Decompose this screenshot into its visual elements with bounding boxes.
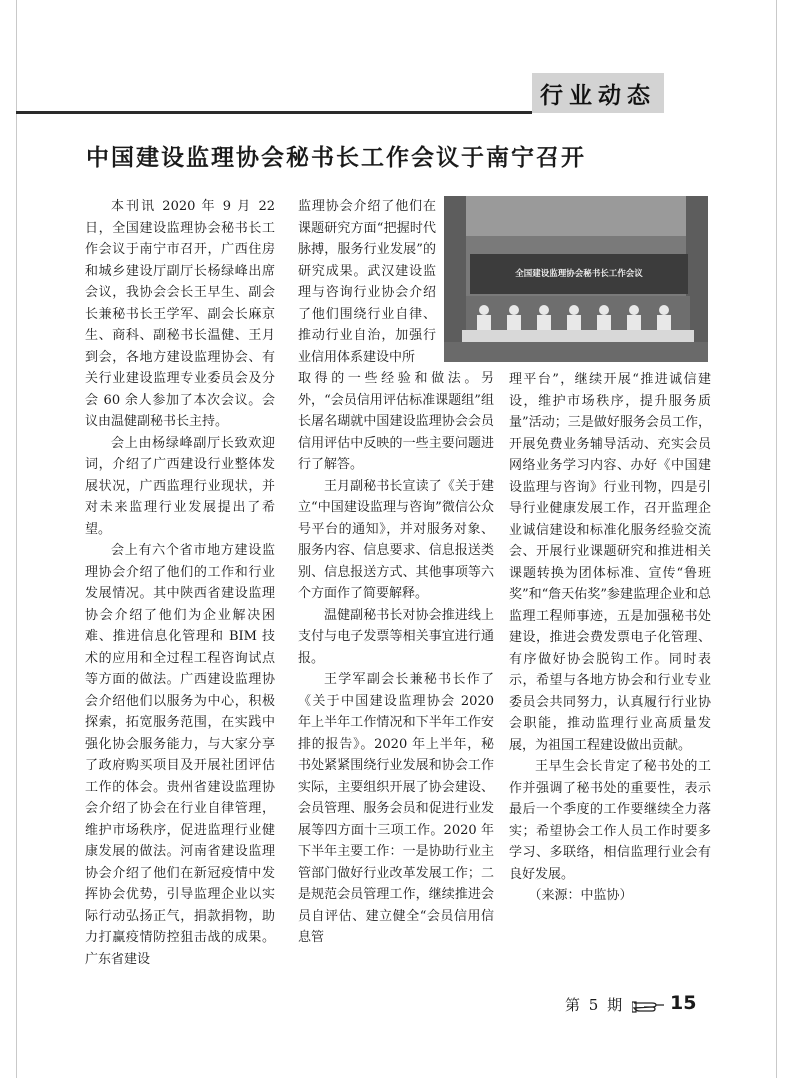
section-title: 行业动态 bbox=[540, 82, 656, 109]
article-column-1 bbox=[85, 196, 275, 970]
paragraph: 理平台”，继续开展“推进诚信建设，维护市场秩序，提升服务质量”活动；三是做好服务会员工作，开展免费业务辅导活动、充实会员网络业务学习内容、办好《中国建设监理与咨询》行业刊物，四是引导行业健康发展工作，召开监理企业诚信建设和标准化服务经验交流会、开展行业课题研究和推进相关课题转换为团体标准、宣传“鲁班奖”和“詹天佑奖”参建监理企业和总监理工程师事迹，五是加强秘书处建设，推进会费发票电子化管理、有序做好协会脱钩工作。同时表示，希望与各地方协会和行业专业委员会共同努力，认真履行行业协会职能，推动监理行业高质量发展，为祖国工程建设做出贡献。 bbox=[509, 372, 711, 753]
article-title: 中国建设监理协会秘书长工作会议于南宁召开 bbox=[86, 144, 586, 171]
paragraph: 王学军副会长兼秘书长作了《关于中国建设监理协会 2020 年上半年工作情况和下半年工作安排的报告》。2020 年上半年，秘书处紧紧围绕行业发展和协会工作实际，主要组织开展了协会建设、会员管理、服务会员和促进行业发展等四方面十三项工作。2020 年下半年主要工作：一是协助行业主管部门做好行业改革发展工作；二是规范会员管理工作，继续推进会员自评估、建立健全“会员信用信息管 bbox=[298, 672, 494, 945]
paragraph: 温健副秘书长对协会推进线上支付与电子发票等相关事宜进行通报。 bbox=[298, 607, 494, 666]
right-margin-rule bbox=[776, 0, 777, 1078]
paragraph: 会上有六个省市地方建设监理协会介绍了他们的工作和行业发展情况。其中陕西省建设监理协会介绍了他们为企业解决困难、推进信息化管理和 BIM 技术的应用和全过程工程咨询试点等方面的做法。广西建设监理协会介绍他们以服务为中心，积极探索，拓宽服务范围，在实践中强化协会服务能力，与大家分享了政府购买项目及开展社团评估工作的体会。贵州省建设监理协会介绍了协会在行业自律管理，维护市场秩序，促进监理行业健康发展的做法。河南省建设监理协会介绍了他们在新冠疫情中发挥协会优势，引导监理企业以实际行动弘扬正气，捐款捐物，助力打赢疫情防控狙击战的成果。广东省建设 bbox=[85, 543, 275, 967]
paragraph: 本刊讯 2020 年 9 月 22 日，全国建设监理协会秘书长工作会议于南宁市召开，广西住房和城乡建设厅副厅长杨绿峰出席会议，我协会会长王早生、副会长兼秘书长王学军、副会长麻京生、商科、副秘书长温健、王月到会，各地方建设监理协会、有关行业建设监理专业委员会及分会 60 余人参加了本次会议。会议由温健副秘书长主持。 bbox=[85, 199, 275, 429]
issue-number: 第 5 期 bbox=[565, 996, 625, 1014]
issue-label bbox=[565, 994, 666, 1015]
paragraph: 王月副秘书长宣读了《关于建立“中国建设监理与咨询”微信公众号平台的通知》，并对服务对象、服务内容、信息要求、信息报送类别、信息报送方式、其他事项等六个方面作了简要解释。 bbox=[298, 478, 494, 601]
page-number: 15 bbox=[670, 992, 697, 1014]
paragraph: 王早生会长肯定了秘书处的工作并强调了秘书处的重要性，表示最后一个季度的工作要继续全力落实；希望协会工作人员工作时要多学习、多联络，相信监理行业会有良好发展。 bbox=[509, 759, 711, 882]
article-column-3 bbox=[509, 369, 711, 907]
source-credit: （来源：中监协） bbox=[528, 888, 633, 903]
paragraph: 会上由杨绿峰副厅长致欢迎词，介绍了广西建设行业整体发展状况，广西监理行业现状，并对未来监理行业发展提出了希望。 bbox=[85, 435, 275, 537]
left-margin-rule bbox=[16, 0, 17, 1078]
meeting-photo bbox=[444, 196, 708, 362]
paragraph: 监理协会介绍了他们在课题研究方面“把握时代脉搏，服务行业发展”的研究成果。武汉建设监理与咨询行业协会介绍了他们围绕行业自律、推动行业自治，加强行业信用体系建设中所 bbox=[298, 199, 436, 365]
section-header bbox=[532, 73, 664, 113]
section-header-rule bbox=[16, 111, 532, 114]
pointing-hand-icon bbox=[632, 996, 666, 1014]
photo-banner-text: 全国建设监理协会秘书长工作会议 bbox=[515, 269, 643, 279]
paragraph: 取得的一些经验和做法。另外，“会员信用评估标准课题组”组长屠名瑚就中国建设监理协会会员信用评估中反映的一些主要问题进行了解答。 bbox=[298, 371, 494, 472]
